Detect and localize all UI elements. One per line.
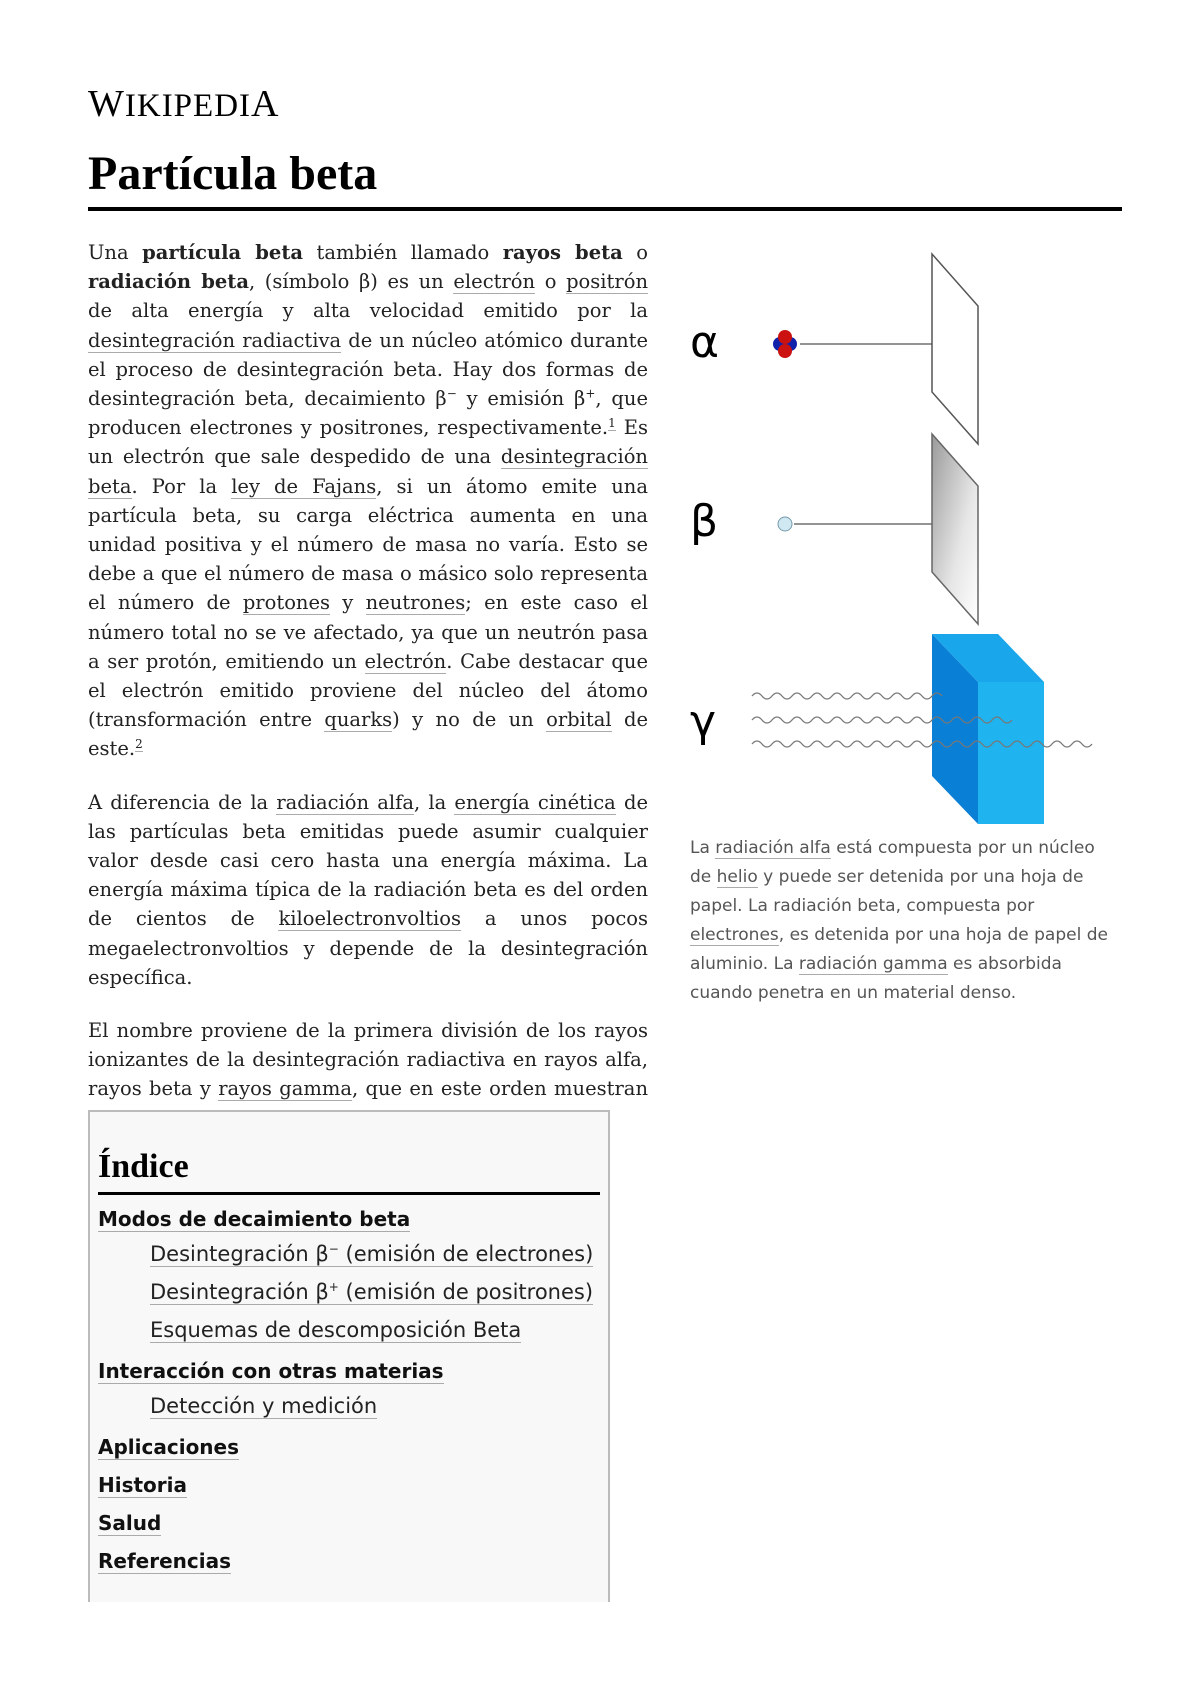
table-of-contents xyxy=(88,1110,610,1602)
logo-letter-a: A xyxy=(251,83,280,125)
caption-link-helio[interactable]: helio xyxy=(716,867,758,887)
link-desintegracion-radiactiva[interactable]: desintegración radiactiva xyxy=(88,328,342,352)
logo-letter-w: W xyxy=(88,83,125,125)
toc-item-beta-plus[interactable]: Desintegración β+ (emisión de positrones) xyxy=(150,1280,594,1304)
term-particula-beta: partícula beta xyxy=(142,241,303,264)
superscript-minus: − xyxy=(446,386,457,401)
beta-particle-icon xyxy=(778,517,792,531)
gamma-wave-1 xyxy=(752,693,942,699)
toc-section-interaccion[interactable]: Interacción con otras materias Detección y medición xyxy=(98,1357,600,1423)
title-divider xyxy=(88,207,1122,211)
logo-letters: IKIPEDI xyxy=(124,88,252,124)
alpha-symbol: α xyxy=(690,317,720,368)
caption-link-electrones[interactable]: electrones xyxy=(690,925,779,945)
figure-caption: La radiación alfa está compuesta por un núcleo de helio y puede ser detenida por una hoja de papel. La radiación beta, compuesta por electrones, es detenida por una hoja de papel de aluminio. La radiación gamma es absorbida cuando penetra en un material denso. xyxy=(690,838,1108,1003)
page-title: Partícula beta xyxy=(88,147,378,200)
beta-symbol: β xyxy=(690,496,719,547)
alpha-particle-icon xyxy=(773,330,797,358)
toc-item-esquemas[interactable]: Esquemas de descomposición Beta xyxy=(150,1318,522,1342)
toc-section-aplicaciones[interactable]: Aplicaciones xyxy=(98,1435,240,1459)
toc-item-deteccion[interactable]: Detección y medición xyxy=(150,1394,378,1418)
paragraph-energia: A diferencia de la radiación alfa, la energía cinética de las partículas beta emitidas puede asumir cualquier valor desde casi cero hasta una energía máxima. La energía máxima típica de la radiación beta es del orden de cientos de kiloelectronvoltios a unos pocos megaelectronvoltios y depende de la desintegración específica. xyxy=(88,790,649,989)
radiation-penetration-diagram[interactable] xyxy=(690,244,1122,834)
wikipedia-logo[interactable] xyxy=(88,82,279,126)
block-front xyxy=(978,682,1044,824)
paper-sheet xyxy=(932,254,978,444)
toc-title: Índice xyxy=(98,1148,600,1195)
link-desintegracion-beta[interactable]: desintegración beta xyxy=(88,445,648,498)
aluminum-sheet xyxy=(932,434,978,624)
link-positron[interactable]: positrón xyxy=(566,270,649,294)
paragraph-nombre: El nombre proviene de la primera división de los rayos ionizantes de la desintegración radiactiva en rayos alfa, rayos beta y rayos gamma, que en este orden muestran xyxy=(88,1019,648,1101)
toc-item-beta-minus[interactable]: Desintegración β− (emisión de electrones) xyxy=(150,1242,594,1266)
term-rayos-beta: rayos beta xyxy=(502,241,623,264)
link-electron[interactable]: electrón xyxy=(453,270,536,294)
link-orbital[interactable]: orbital xyxy=(546,708,612,732)
toc-section-historia[interactable]: Historia xyxy=(98,1473,188,1497)
reference-1[interactable]: 1 xyxy=(608,415,616,430)
link-energia-cinetica[interactable]: energía cinética xyxy=(454,790,616,814)
link-radiacion-alfa[interactable]: radiación alfa xyxy=(276,790,414,814)
caption-link-radiacion-alfa[interactable]: radiación alfa xyxy=(715,838,831,858)
toc-section-referencias[interactable]: Referencias xyxy=(98,1549,232,1573)
article-body xyxy=(88,238,648,1157)
term-radiacion-beta: radiación beta xyxy=(88,270,249,294)
toc-section-salud[interactable]: Salud xyxy=(98,1511,162,1535)
gamma-symbol: γ xyxy=(690,696,717,747)
link-protones[interactable]: protones xyxy=(242,591,331,615)
toc-section-modos[interactable]: Modos de decaimiento beta Desintegración β− (emisión de electrones) Desintegración β+ (emisión de positrones) Esquemas de descomposición Beta xyxy=(98,1205,600,1347)
link-ley-de-fajans[interactable]: ley de Fajans xyxy=(231,474,377,498)
link-kiloelectronvoltios[interactable]: kiloelectronvoltios xyxy=(278,907,462,931)
caption-link-radiacion-gamma[interactable]: radiación gamma xyxy=(798,954,948,974)
link-rayos-gamma[interactable]: rayos gamma xyxy=(218,1077,352,1101)
link-neutrones[interactable]: neutrones xyxy=(365,591,466,615)
link-electron-2[interactable]: electrón xyxy=(364,649,447,673)
superscript-plus: + xyxy=(585,386,596,401)
radiation-figure xyxy=(690,244,1122,1008)
paragraph-intro: Una partícula beta también llamado rayos beta o radiación beta, (símbolo β) es un electrón o positrón de alta energía y alta velocidad emitido por la desintegración radiactiva de un núcleo atómico durante el proceso de desintegración beta. Hay dos formas de desintegración beta, decaimiento β− y emisión β+, que producen electrones y positrones, respectivamente.$^1$ Es un electrón que sale despedido de una desintegración beta. Por la ley de Fajans, si un átomo emite una partícula beta, su carga eléctrica aumenta en una unidad positiva y el número de masa no varía. Esto se debe a que el número de masa o másico solo representa el número de protones y neutrones; en este caso el número total no se ve afectado, ya que un neutrón pasa a ser protón, emitiendo un electrón. Cabe destacar que el electrón emitido proviene del núcleo del átomo (transformación entre quarks) y no de un orbital de este.$^2$ xyxy=(88,241,649,761)
reference-2[interactable]: 2 xyxy=(135,736,143,751)
link-quarks[interactable]: quarks xyxy=(324,708,393,732)
